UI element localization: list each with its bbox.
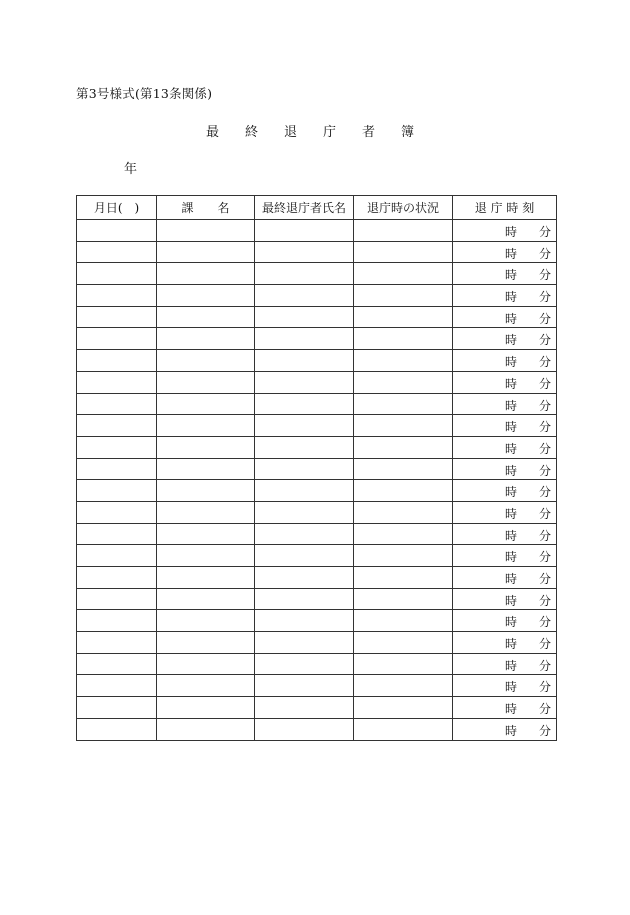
time-cell[interactable] bbox=[453, 675, 557, 697]
table-row bbox=[77, 263, 557, 285]
table-row bbox=[77, 610, 557, 632]
date-cell[interactable] bbox=[77, 350, 157, 372]
person-name-cell[interactable] bbox=[255, 241, 354, 263]
status-cell[interactable] bbox=[354, 632, 453, 654]
table-row bbox=[77, 588, 557, 610]
hour-label: 時 bbox=[505, 441, 518, 456]
hour-label: 時 bbox=[505, 680, 518, 695]
table-row bbox=[77, 545, 557, 567]
time-cell[interactable] bbox=[453, 220, 557, 242]
status-cell[interactable] bbox=[354, 220, 453, 242]
table-row bbox=[77, 523, 557, 545]
status-cell[interactable] bbox=[354, 285, 453, 307]
header-departure-time: 退 庁 時 刻 bbox=[453, 196, 557, 220]
status-cell[interactable] bbox=[354, 436, 453, 458]
section-cell[interactable] bbox=[157, 371, 255, 393]
minute-label: 分 bbox=[539, 268, 552, 283]
status-cell[interactable] bbox=[354, 653, 453, 675]
time-cell[interactable] bbox=[453, 632, 557, 654]
date-cell[interactable] bbox=[77, 567, 157, 589]
form-number-label: 第3号様式(第13条関係) bbox=[76, 86, 213, 101]
section-cell[interactable] bbox=[157, 697, 255, 719]
minute-label: 分 bbox=[539, 441, 552, 456]
minute-label: 分 bbox=[539, 593, 552, 608]
person-name-cell[interactable] bbox=[255, 567, 354, 589]
year-label: 年 bbox=[124, 162, 138, 177]
section-cell[interactable] bbox=[157, 567, 255, 589]
status-cell[interactable] bbox=[354, 371, 453, 393]
date-cell[interactable] bbox=[77, 501, 157, 523]
minute-label: 分 bbox=[539, 637, 552, 652]
person-name-cell[interactable] bbox=[255, 588, 354, 610]
status-cell[interactable] bbox=[354, 718, 453, 740]
table-row bbox=[77, 285, 557, 307]
minute-label: 分 bbox=[539, 355, 552, 370]
date-cell[interactable] bbox=[77, 480, 157, 502]
time-cell[interactable] bbox=[453, 350, 557, 372]
hour-label: 時 bbox=[505, 225, 518, 239]
table-row bbox=[77, 458, 557, 480]
section-cell[interactable] bbox=[157, 220, 255, 242]
table-row bbox=[77, 653, 557, 675]
date-cell[interactable] bbox=[77, 718, 157, 740]
time-cell[interactable] bbox=[453, 567, 557, 589]
time-cell[interactable] bbox=[453, 718, 557, 740]
status-cell[interactable] bbox=[354, 588, 453, 610]
time-cell[interactable] bbox=[453, 545, 557, 567]
time-cell[interactable] bbox=[453, 501, 557, 523]
table-row bbox=[77, 415, 557, 437]
register-body bbox=[77, 220, 557, 741]
table-row bbox=[77, 220, 557, 242]
table-row bbox=[77, 718, 557, 740]
header-final-person-name: 最終退庁者氏名 bbox=[255, 196, 354, 220]
section-cell[interactable] bbox=[157, 436, 255, 458]
person-name-cell[interactable] bbox=[255, 480, 354, 502]
person-name-cell[interactable] bbox=[255, 263, 354, 285]
table-row bbox=[77, 480, 557, 502]
date-cell[interactable] bbox=[77, 523, 157, 545]
person-name-cell[interactable] bbox=[255, 436, 354, 458]
person-name-cell[interactable] bbox=[255, 632, 354, 654]
minute-label: 分 bbox=[539, 246, 552, 261]
table-row bbox=[77, 436, 557, 458]
minute-label: 分 bbox=[539, 506, 552, 521]
person-name-cell[interactable] bbox=[255, 653, 354, 675]
minute-label: 分 bbox=[539, 225, 552, 239]
hour-label: 時 bbox=[505, 333, 518, 348]
section-cell[interactable] bbox=[157, 718, 255, 740]
status-cell[interactable] bbox=[354, 480, 453, 502]
time-cell[interactable] bbox=[453, 523, 557, 545]
time-cell[interactable] bbox=[453, 588, 557, 610]
hour-label: 時 bbox=[505, 615, 518, 630]
section-cell[interactable] bbox=[157, 480, 255, 502]
date-cell[interactable] bbox=[77, 675, 157, 697]
person-name-cell[interactable] bbox=[255, 523, 354, 545]
time-cell[interactable] bbox=[453, 241, 557, 263]
status-cell[interactable] bbox=[354, 567, 453, 589]
minute-label: 分 bbox=[539, 702, 552, 717]
hour-label: 時 bbox=[505, 506, 518, 521]
date-cell[interactable] bbox=[77, 241, 157, 263]
person-name-cell[interactable] bbox=[255, 393, 354, 415]
hour-label: 時 bbox=[505, 463, 518, 478]
time-cell[interactable] bbox=[453, 328, 557, 350]
minute-label: 分 bbox=[539, 333, 552, 348]
person-name-cell[interactable] bbox=[255, 675, 354, 697]
date-cell[interactable] bbox=[77, 697, 157, 719]
status-cell[interactable] bbox=[354, 306, 453, 328]
header-row bbox=[77, 196, 557, 220]
time-cell[interactable] bbox=[453, 306, 557, 328]
status-cell[interactable] bbox=[354, 675, 453, 697]
hour-label: 時 bbox=[505, 485, 518, 500]
section-cell[interactable] bbox=[157, 241, 255, 263]
status-cell[interactable] bbox=[354, 545, 453, 567]
section-cell[interactable] bbox=[157, 263, 255, 285]
person-name-cell[interactable] bbox=[255, 350, 354, 372]
date-cell[interactable] bbox=[77, 458, 157, 480]
date-cell[interactable] bbox=[77, 545, 157, 567]
status-cell[interactable] bbox=[354, 697, 453, 719]
status-cell[interactable] bbox=[354, 393, 453, 415]
status-cell[interactable] bbox=[354, 458, 453, 480]
status-cell[interactable] bbox=[354, 610, 453, 632]
minute-label: 分 bbox=[539, 290, 552, 305]
person-name-cell[interactable] bbox=[255, 306, 354, 328]
status-cell[interactable] bbox=[354, 501, 453, 523]
person-name-cell[interactable] bbox=[255, 371, 354, 393]
date-cell[interactable] bbox=[77, 610, 157, 632]
minute-label: 分 bbox=[539, 398, 552, 413]
hour-label: 時 bbox=[505, 376, 518, 391]
hour-label: 時 bbox=[505, 420, 518, 435]
section-cell[interactable] bbox=[157, 393, 255, 415]
table-row bbox=[77, 501, 557, 523]
hour-label: 時 bbox=[505, 658, 518, 673]
table-row bbox=[77, 632, 557, 654]
section-cell[interactable] bbox=[157, 653, 255, 675]
section-cell[interactable] bbox=[157, 306, 255, 328]
minute-label: 分 bbox=[539, 680, 552, 695]
final-departure-register-table bbox=[76, 195, 557, 741]
section-cell[interactable] bbox=[157, 458, 255, 480]
minute-label: 分 bbox=[539, 550, 552, 565]
section-cell[interactable] bbox=[157, 632, 255, 654]
hour-label: 時 bbox=[505, 528, 518, 543]
time-cell[interactable] bbox=[453, 610, 557, 632]
status-cell[interactable] bbox=[354, 241, 453, 263]
date-cell[interactable] bbox=[77, 415, 157, 437]
hour-label: 時 bbox=[505, 593, 518, 608]
section-cell[interactable] bbox=[157, 285, 255, 307]
table-row bbox=[77, 697, 557, 719]
document-title: 最 終 退 庁 者 簿 bbox=[206, 125, 415, 140]
section-cell[interactable] bbox=[157, 523, 255, 545]
minute-label: 分 bbox=[539, 420, 552, 435]
time-cell[interactable] bbox=[453, 415, 557, 437]
table-row bbox=[77, 241, 557, 263]
person-name-cell[interactable] bbox=[255, 610, 354, 632]
hour-label: 時 bbox=[505, 311, 518, 326]
minute-label: 分 bbox=[539, 723, 552, 738]
person-name-cell[interactable] bbox=[255, 718, 354, 740]
status-cell[interactable] bbox=[354, 350, 453, 372]
minute-label: 分 bbox=[539, 311, 552, 326]
header-section-name: 課 名 bbox=[157, 196, 255, 220]
person-name-cell[interactable] bbox=[255, 501, 354, 523]
section-cell[interactable] bbox=[157, 545, 255, 567]
person-name-cell[interactable] bbox=[255, 285, 354, 307]
minute-label: 分 bbox=[539, 463, 552, 478]
time-cell[interactable] bbox=[453, 436, 557, 458]
time-cell[interactable] bbox=[453, 458, 557, 480]
status-cell[interactable] bbox=[354, 523, 453, 545]
minute-label: 分 bbox=[539, 376, 552, 391]
date-cell[interactable] bbox=[77, 436, 157, 458]
time-cell[interactable] bbox=[453, 263, 557, 285]
section-cell[interactable] bbox=[157, 415, 255, 437]
minute-label: 分 bbox=[539, 485, 552, 500]
table-row bbox=[77, 306, 557, 328]
date-cell[interactable] bbox=[77, 588, 157, 610]
date-cell[interactable] bbox=[77, 285, 157, 307]
section-cell[interactable] bbox=[157, 610, 255, 632]
date-cell[interactable] bbox=[77, 220, 157, 242]
date-cell[interactable] bbox=[77, 393, 157, 415]
hour-label: 時 bbox=[505, 572, 518, 586]
table-row bbox=[77, 328, 557, 350]
time-cell[interactable] bbox=[453, 393, 557, 415]
table-row bbox=[77, 350, 557, 372]
person-name-cell[interactable] bbox=[255, 415, 354, 437]
date-cell[interactable] bbox=[77, 328, 157, 350]
section-cell[interactable] bbox=[157, 675, 255, 697]
person-name-cell[interactable] bbox=[255, 328, 354, 350]
time-cell[interactable] bbox=[453, 480, 557, 502]
hour-label: 時 bbox=[505, 268, 518, 283]
hour-label: 時 bbox=[505, 550, 518, 565]
person-name-cell[interactable] bbox=[255, 545, 354, 567]
header-departure-status: 退庁時の状況 bbox=[354, 196, 453, 220]
section-cell[interactable] bbox=[157, 328, 255, 350]
table-row bbox=[77, 393, 557, 415]
date-cell[interactable] bbox=[77, 371, 157, 393]
hour-label: 時 bbox=[505, 355, 518, 370]
status-cell[interactable] bbox=[354, 415, 453, 437]
date-cell[interactable] bbox=[77, 632, 157, 654]
hour-label: 時 bbox=[505, 290, 518, 305]
person-name-cell[interactable] bbox=[255, 697, 354, 719]
table-row bbox=[77, 675, 557, 697]
hour-label: 時 bbox=[505, 637, 518, 652]
section-cell[interactable] bbox=[157, 350, 255, 372]
minute-label: 分 bbox=[539, 528, 552, 543]
time-cell[interactable] bbox=[453, 697, 557, 719]
time-cell[interactable] bbox=[453, 371, 557, 393]
time-cell[interactable] bbox=[453, 285, 557, 307]
table-row bbox=[77, 567, 557, 589]
minute-label: 分 bbox=[539, 572, 552, 586]
status-cell[interactable] bbox=[354, 263, 453, 285]
person-name-cell[interactable] bbox=[255, 458, 354, 480]
minute-label: 分 bbox=[539, 658, 552, 673]
hour-label: 時 bbox=[505, 398, 518, 413]
hour-label: 時 bbox=[505, 723, 518, 738]
header-date: 月日( ) bbox=[77, 196, 157, 220]
section-cell[interactable] bbox=[157, 501, 255, 523]
hour-label: 時 bbox=[505, 702, 518, 717]
date-cell[interactable] bbox=[77, 653, 157, 675]
section-cell[interactable] bbox=[157, 588, 255, 610]
date-cell[interactable] bbox=[77, 306, 157, 328]
table-row bbox=[77, 371, 557, 393]
status-cell[interactable] bbox=[354, 328, 453, 350]
date-cell[interactable] bbox=[77, 263, 157, 285]
person-name-cell[interactable] bbox=[255, 220, 354, 242]
minute-label: 分 bbox=[539, 615, 552, 630]
hour-label: 時 bbox=[505, 246, 518, 261]
time-cell[interactable] bbox=[453, 653, 557, 675]
